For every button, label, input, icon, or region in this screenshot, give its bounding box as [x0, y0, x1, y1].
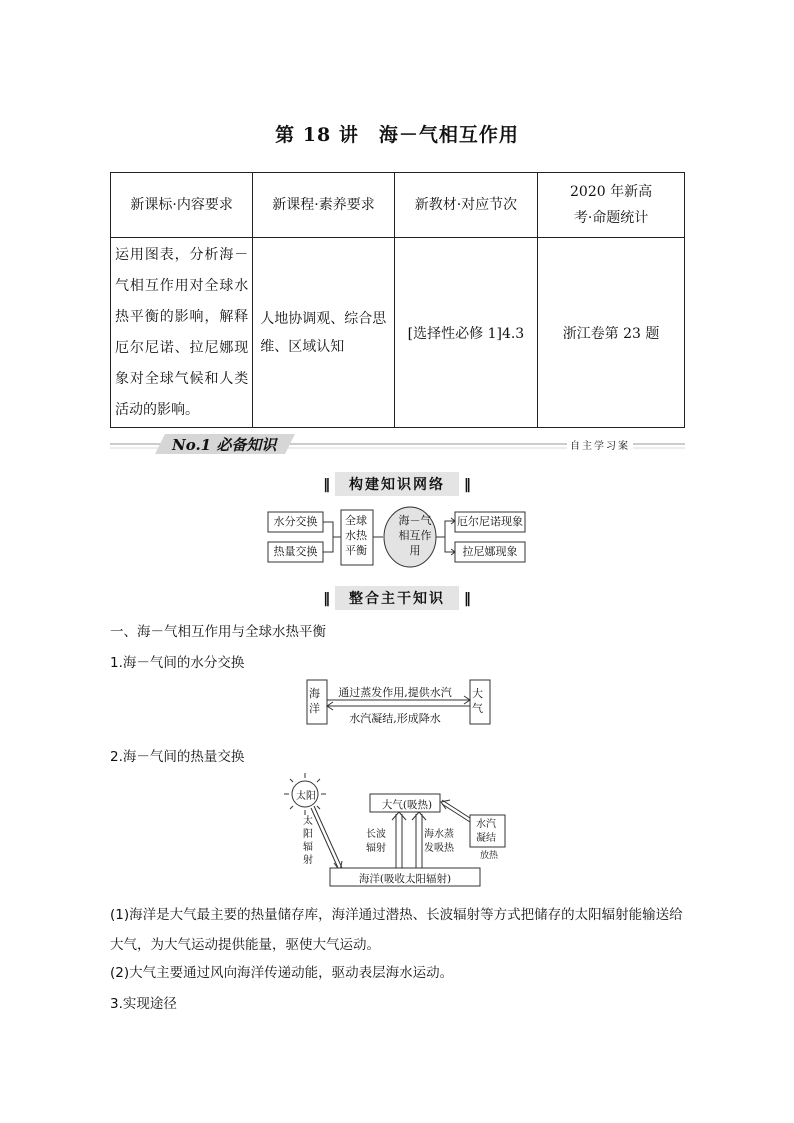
heat-atmosphere-label: 大气(吸热) — [381, 799, 433, 811]
network-item-water: 水分交换 — [273, 515, 318, 528]
heat-vapor-label: 水汽凝结 — [476, 819, 496, 844]
paragraph-1: (1)海洋是大气最主要的热量储存库，海洋通过潜热、长波辐射等方式把储存的太阳辐射能输送给大气，为大气运动提供能量，驱使大气运动。 — [110, 907, 683, 953]
table-header-row — [111, 173, 685, 238]
subheading-water: 1.海－气间的水分交换 — [110, 655, 245, 671]
literacy-requirement: 人地协调观、综合思维、区域认知 — [260, 310, 387, 355]
table-header-text: 2020 年新高考·命题统计 — [570, 184, 653, 226]
subheading-heat: 2.海－气间的热量交换 — [110, 749, 245, 765]
table-header-cell: 新教材·对应节次 — [394, 173, 537, 238]
water-evaporation-label: 通过蒸发作用,提供水汽 — [338, 686, 452, 699]
section-heading — [0, 472, 794, 496]
heat-ocean-label: 海洋(吸收太阳辐射) — [358, 873, 452, 885]
table-cell: [选择性必修 1]4.3 — [394, 238, 537, 428]
water-ocean-label: 海洋 — [309, 687, 320, 715]
section-heading — [0, 586, 794, 610]
heading-1: 一、海－气相互作用与全球水热平衡 — [110, 624, 326, 640]
paragraph-2: (2)大气主要通过风向海洋传递动能，驱动表层海水运动。 — [110, 965, 454, 981]
network-item-la-nina: 拉尼娜现象 — [462, 545, 518, 558]
section-bar: ‖ 整合主干知识 ‖ — [323, 591, 471, 607]
table-row — [111, 238, 685, 428]
banner-right-label: 自主学习案 — [567, 437, 633, 452]
subheading-path: 3.实现途径 — [110, 996, 177, 1012]
network-item-balance: 全球水热平衡 — [345, 514, 367, 557]
table-cell — [253, 238, 395, 428]
section-banner — [110, 432, 685, 456]
water-air-label: 大气 — [472, 687, 483, 715]
network-center: 海－气相互作用 — [398, 514, 432, 557]
page-title: 第 18 讲 海－气相互作用 — [275, 124, 519, 146]
table-header-cell: 新课标·内容要求 — [111, 173, 253, 238]
table-cell: 浙江卷第 23 题 — [538, 238, 685, 428]
heat-evaporation-label: 海水蒸发吸热 — [424, 829, 454, 854]
water-precipitation-label: 水汽凝结,形成降水 — [349, 712, 441, 725]
table-header-cell: 新课程·素养要求 — [253, 173, 395, 238]
heat-longwave-label: 长波辐射 — [366, 829, 386, 854]
table-cell — [111, 238, 253, 428]
banner-label: No.1 必备知识 — [172, 436, 277, 454]
section-bar: ‖ 构建知识网络 ‖ — [323, 477, 471, 493]
network-item-el-nino: 厄尔尼诺现象 — [457, 515, 523, 528]
requirements-table — [110, 172, 685, 428]
table-header-cell — [538, 173, 685, 238]
heat-solar-radiation-label: 太阳辐射 — [303, 816, 313, 866]
network-item-heat: 热量交换 — [273, 545, 318, 558]
heat-release-label: 放热 — [480, 851, 499, 861]
content-requirement: 运用图表，分析海－气相互作用对全球水热平衡的影响，解释厄尔尼诺、拉尼娜现象对全球气候和人类活动的影响。 — [115, 246, 249, 418]
heat-sun-label: 太阳 — [296, 791, 316, 802]
